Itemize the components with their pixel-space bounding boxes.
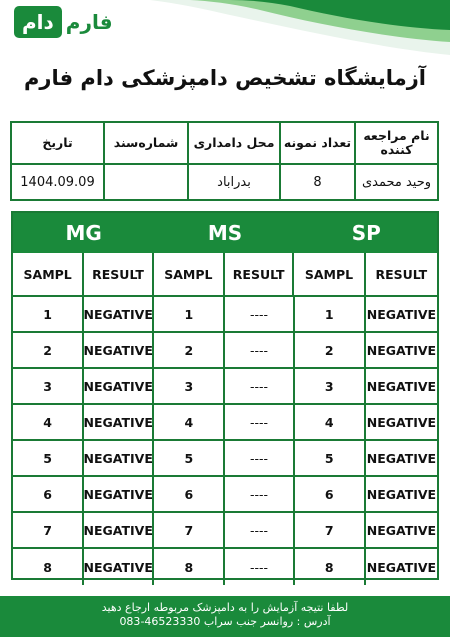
ms-result-cell: ---- <box>225 441 294 475</box>
client-info-table <box>10 121 439 201</box>
ms-sample-cell: 7 <box>154 513 225 547</box>
ms-sample-cell: 8 <box>154 549 225 585</box>
sp-result-cell: NEGATIVE <box>366 450 437 466</box>
mg-result-cell: NEGATIVE <box>84 333 154 367</box>
col-ms-sample: SAMPL <box>154 253 225 295</box>
sp-sample-cell: 6 <box>295 477 366 511</box>
header-name: نام مراجعه کننده <box>354 123 437 163</box>
sp-sample-cell: 2 <box>295 333 366 367</box>
ms-result-cell: ---- <box>225 477 294 511</box>
mg-result-cell: NEGATIVE <box>84 513 154 547</box>
value-doc-number <box>103 165 187 199</box>
mg-result-cell: NEGATIVE <box>84 405 154 439</box>
header-doc-number: شماره‌سند <box>103 123 187 163</box>
ms-sample-cell: 3 <box>154 369 225 403</box>
sp-sample-cell: 1 <box>295 297 366 331</box>
table-row <box>13 549 437 585</box>
header-count: تعداد نمونه <box>279 123 354 163</box>
sp-sample-cell: 7 <box>295 513 366 547</box>
col-mg-result: RESULT <box>84 253 153 295</box>
value-date: 1404.09.09 <box>20 174 95 190</box>
header-date: تاریخ <box>42 135 73 150</box>
info-value-row <box>12 165 437 199</box>
col-ms-result: RESULT <box>225 253 294 295</box>
info-header-row <box>12 123 437 165</box>
mg-sample-cell: 5 <box>13 441 84 475</box>
col-sp-sample: SAMPL <box>294 253 365 295</box>
header-location: محل دامداری <box>187 123 279 163</box>
table-row <box>13 441 437 477</box>
table-row <box>13 405 437 441</box>
table-row <box>13 297 437 333</box>
footer-address: آدرس : روانسر جنب سراب 46523330-083 <box>119 615 331 628</box>
ms-sample-cell: 5 <box>154 441 225 475</box>
group-mg: MG <box>65 221 102 245</box>
sp-sample-cell: 8 <box>295 549 366 585</box>
group-ms: MS <box>207 221 243 245</box>
group-sp: SP <box>351 221 381 245</box>
sp-sample-cell: 4 <box>295 405 366 439</box>
ms-sample-cell: 6 <box>154 477 225 511</box>
col-mg-sample: SAMPL <box>13 253 84 295</box>
brand-logo <box>14 6 113 38</box>
sp-result-cell: NEGATIVE <box>366 378 437 394</box>
result-rows <box>13 297 437 585</box>
ms-sample-cell: 2 <box>154 333 225 367</box>
value-location: بدراباد <box>187 165 279 199</box>
table-row <box>13 369 437 405</box>
ms-result-cell: ---- <box>225 549 294 585</box>
col-sp-result: RESULT <box>375 266 428 282</box>
ms-result-cell: ---- <box>225 405 294 439</box>
sp-sample-cell: 3 <box>295 369 366 403</box>
mg-result-cell: NEGATIVE <box>84 369 154 403</box>
results-table <box>11 211 439 580</box>
sp-result-cell: NEGATIVE <box>366 306 437 322</box>
sp-result-cell: NEGATIVE <box>366 559 437 575</box>
ms-result-cell: ---- <box>225 513 294 547</box>
ms-sample-cell: 1 <box>154 297 225 331</box>
mg-result-cell: NEGATIVE <box>84 549 154 585</box>
mg-result-cell: NEGATIVE <box>84 297 154 331</box>
mg-sample-cell: 8 <box>13 549 84 585</box>
footer-instruction: لطفا نتیجه آزمایش را به دامپزشک مربوطه ارجاع دهید <box>101 601 349 614</box>
table-row <box>13 333 437 369</box>
group-header-row <box>13 213 437 253</box>
footer <box>0 596 450 637</box>
ms-result-cell: ---- <box>225 333 294 367</box>
table-row <box>13 477 437 513</box>
mg-result-cell: NEGATIVE <box>84 441 154 475</box>
ms-result-cell: ---- <box>225 369 294 403</box>
ms-result-cell: ---- <box>225 297 294 331</box>
logo-text: فارم <box>65 10 113 34</box>
logo-box: دام <box>14 6 62 38</box>
table-row <box>13 513 437 549</box>
mg-sample-cell: 6 <box>13 477 84 511</box>
sp-result-cell: NEGATIVE <box>366 342 437 358</box>
ms-sample-cell: 4 <box>154 405 225 439</box>
sp-result-cell: NEGATIVE <box>366 522 437 538</box>
column-header-row <box>13 253 437 297</box>
mg-sample-cell: 1 <box>13 297 84 331</box>
mg-sample-cell: 3 <box>13 369 84 403</box>
page-title: آزمایشگاه تشخیص دامپزشکی دام فارم <box>24 66 426 90</box>
mg-sample-cell: 4 <box>13 405 84 439</box>
mg-sample-cell: 2 <box>13 333 84 367</box>
value-name: وحید محمدی <box>354 165 437 199</box>
sp-result-cell: NEGATIVE <box>366 486 437 502</box>
mg-sample-cell: 7 <box>13 513 84 547</box>
value-count: 8 <box>279 165 354 199</box>
sp-sample-cell: 5 <box>295 441 366 475</box>
mg-result-cell: NEGATIVE <box>84 477 154 511</box>
sp-result-cell: NEGATIVE <box>366 414 437 430</box>
